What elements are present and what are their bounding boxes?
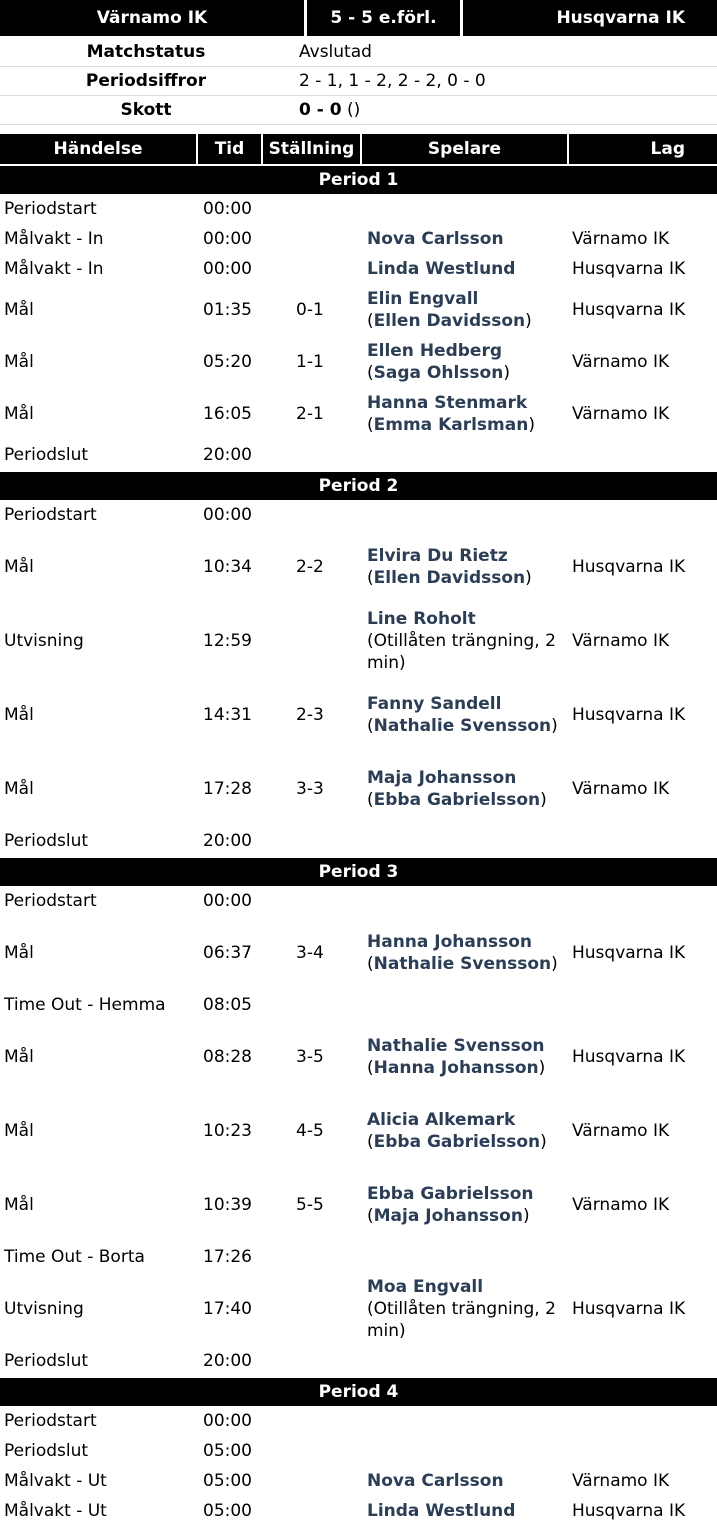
event-player <box>367 678 567 752</box>
event-team: Värnamo IK <box>572 352 670 372</box>
player-name[interactable]: Maja Johansson <box>367 768 517 788</box>
event-player <box>367 1406 567 1436</box>
event-time: 00:00 <box>203 229 252 249</box>
player-name[interactable]: Nathalie Svensson <box>373 954 552 974</box>
event-player <box>367 1272 567 1346</box>
col-score: Ställning <box>263 134 360 164</box>
event-team <box>572 440 717 470</box>
event-table-header <box>0 134 717 164</box>
period-header: Period 1 <box>0 166 717 194</box>
event-row <box>0 1466 717 1496</box>
player-name[interactable]: Maja Johansson <box>373 1206 523 1226</box>
event-score <box>296 440 356 470</box>
player-text <box>367 228 504 250</box>
event-player <box>367 530 567 604</box>
shots-extra: () <box>341 100 361 120</box>
event-team <box>572 1346 717 1376</box>
player-name[interactable]: Nova Carlsson <box>367 229 504 249</box>
player-name[interactable]: Ebba Gabrielsson <box>367 1184 534 1204</box>
event-team <box>572 194 717 224</box>
event-score: 3-4 <box>296 943 324 963</box>
event-table <box>0 134 717 1526</box>
event-row <box>0 1496 717 1526</box>
player-text <box>367 1276 567 1342</box>
match-info <box>0 38 717 125</box>
event-time: 00:00 <box>203 505 252 525</box>
event-row <box>0 826 717 856</box>
event-time: 12:59 <box>203 631 252 651</box>
event-player <box>367 440 567 470</box>
event-row <box>0 1406 717 1436</box>
player-note: ) <box>525 568 532 588</box>
player-name[interactable]: Saga Ohlsson <box>373 363 504 383</box>
away-team: Husqvarna IK <box>463 0 717 36</box>
event-type: Time Out - Hemma <box>4 995 166 1015</box>
player-name[interactable]: Linda Westlund <box>367 259 516 279</box>
event-score <box>296 1436 356 1466</box>
event-time: 00:00 <box>203 1411 252 1431</box>
event-row <box>0 500 717 530</box>
event-team <box>572 1242 717 1272</box>
player-name[interactable]: Nova Carlsson <box>367 1471 504 1491</box>
player-note: ( <box>367 790 374 810</box>
event-type: Målvakt - In <box>4 229 104 249</box>
event-score: 2-1 <box>296 404 324 424</box>
shots-value: 0 - 0 <box>299 100 342 120</box>
event-team: Värnamo IK <box>572 631 670 651</box>
event-type: Mål <box>4 779 34 799</box>
player-name[interactable]: Emma Karlsman <box>373 415 529 435</box>
event-row <box>0 388 717 440</box>
player-note: ( <box>367 716 374 736</box>
info-row <box>0 38 717 67</box>
event-type: Målvakt - In <box>4 259 104 279</box>
player-note: ) <box>540 1132 547 1152</box>
event-row <box>0 1020 717 1094</box>
event-type: Mål <box>4 1047 34 1067</box>
player-text <box>367 392 535 436</box>
event-time: 20:00 <box>203 445 252 465</box>
info-value <box>296 96 360 124</box>
event-score <box>296 254 356 284</box>
event-player <box>367 254 567 284</box>
event-time: 06:37 <box>203 943 252 963</box>
event-time: 10:23 <box>203 1121 252 1141</box>
event-type: Periodstart <box>4 891 97 911</box>
player-note: ( <box>367 568 374 588</box>
event-player <box>367 1094 567 1168</box>
event-type: Periodstart <box>4 1411 97 1431</box>
event-team: Husqvarna IK <box>572 557 686 577</box>
event-time: 20:00 <box>203 831 252 851</box>
event-score: 5-5 <box>296 1195 324 1215</box>
event-player <box>367 194 567 224</box>
event-player <box>367 1466 567 1496</box>
event-type: Mål <box>4 1121 34 1141</box>
player-text <box>367 340 510 384</box>
player-name[interactable]: Elin Engvall <box>367 289 479 309</box>
event-row <box>0 1168 717 1242</box>
event-row <box>0 916 717 990</box>
period-header: Period 3 <box>0 858 717 886</box>
period-header: Period 4 <box>0 1378 717 1406</box>
event-team: Husqvarna IK <box>572 259 686 279</box>
event-team <box>572 1406 717 1436</box>
event-score: 1-1 <box>296 352 324 372</box>
event-type: Periodstart <box>4 199 97 219</box>
event-player <box>367 886 567 916</box>
event-player <box>367 752 567 826</box>
event-type: Målvakt - Ut <box>4 1501 107 1521</box>
player-note: (Otillåten trängning, 2 min) <box>367 1299 556 1341</box>
player-text <box>367 545 532 589</box>
player-text <box>367 608 567 674</box>
event-score: 2-2 <box>296 557 324 577</box>
event-type: Mål <box>4 1195 34 1215</box>
info-label: Periodsiffror <box>85 71 207 91</box>
player-name[interactable]: Line Roholt <box>367 609 476 629</box>
player-note: ) <box>551 716 558 736</box>
event-player <box>367 1436 567 1466</box>
player-note: ) <box>551 954 558 974</box>
event-row <box>0 336 717 388</box>
event-score <box>296 194 356 224</box>
event-score <box>296 990 356 1020</box>
event-player <box>367 990 567 1020</box>
event-score <box>296 500 356 530</box>
event-time: 17:28 <box>203 779 252 799</box>
player-note: ) <box>525 311 532 331</box>
event-player <box>367 1346 567 1376</box>
event-score <box>296 224 356 254</box>
player-name[interactable]: Hanna Stenmark <box>367 393 528 413</box>
event-player <box>367 916 567 990</box>
event-team: Husqvarna IK <box>572 1299 686 1319</box>
event-row <box>0 604 717 678</box>
player-text <box>367 1183 534 1227</box>
event-type: Mål <box>4 705 34 725</box>
event-team <box>572 500 717 530</box>
info-row <box>0 96 717 125</box>
player-note: ( <box>367 954 374 974</box>
player-text <box>367 1109 547 1153</box>
event-type: Periodslut <box>4 831 89 851</box>
event-time: 10:34 <box>203 557 252 577</box>
event-score: 4-5 <box>296 1121 324 1141</box>
event-time: 05:00 <box>203 1501 252 1521</box>
player-note: ( <box>367 1132 374 1152</box>
event-score <box>296 604 356 678</box>
event-player <box>367 336 567 388</box>
event-score <box>296 1242 356 1272</box>
event-player <box>367 604 567 678</box>
player-note: ( <box>367 1058 374 1078</box>
event-time: 05:20 <box>203 352 252 372</box>
event-row <box>0 678 717 752</box>
event-time: 16:05 <box>203 404 252 424</box>
col-player: Spelare <box>362 134 567 164</box>
player-note: ( <box>367 415 374 435</box>
player-note: ( <box>367 1206 374 1226</box>
event-team: Värnamo IK <box>572 1195 670 1215</box>
event-type: Mål <box>4 557 34 577</box>
event-time: 00:00 <box>203 199 252 219</box>
event-player <box>367 500 567 530</box>
event-player <box>367 388 567 440</box>
player-text <box>367 1035 545 1079</box>
event-time: 10:39 <box>203 1195 252 1215</box>
event-player <box>367 1168 567 1242</box>
event-team: Värnamo IK <box>572 404 670 424</box>
player-name[interactable]: Ellen Hedberg <box>367 341 502 361</box>
event-player <box>367 826 567 856</box>
col-team: Lag <box>569 134 717 164</box>
event-time: 05:00 <box>203 1471 252 1491</box>
event-time: 17:26 <box>203 1247 252 1267</box>
event-row <box>0 194 717 224</box>
event-row <box>0 530 717 604</box>
player-text <box>367 931 558 975</box>
player-text <box>367 288 532 332</box>
player-text <box>367 1500 515 1522</box>
event-time: 08:28 <box>203 1047 252 1067</box>
event-player <box>367 1242 567 1272</box>
event-type: Mål <box>4 943 34 963</box>
player-note: ) <box>540 790 547 810</box>
info-label: Skott <box>120 100 172 120</box>
event-team <box>572 990 717 1020</box>
player-name[interactable]: Fanny Sandell <box>367 694 502 714</box>
info-value: 2 - 1, 1 - 2, 2 - 2, 0 - 0 <box>299 71 486 91</box>
event-score <box>296 1406 356 1436</box>
event-type: Mål <box>4 352 34 372</box>
event-type: Mål <box>4 300 34 320</box>
player-text <box>367 767 547 811</box>
event-type: Utvisning <box>4 1299 84 1319</box>
player-note: ) <box>528 415 535 435</box>
player-name[interactable]: Nathalie Svensson <box>367 1036 545 1056</box>
player-note: ( <box>367 363 374 383</box>
event-type: Periodslut <box>4 445 89 465</box>
event-row <box>0 752 717 826</box>
event-type: Utvisning <box>4 631 84 651</box>
event-time: 20:00 <box>203 1351 252 1371</box>
info-row <box>0 67 717 96</box>
event-type: Time Out - Borta <box>4 1247 145 1267</box>
event-row <box>0 440 717 470</box>
event-row <box>0 1242 717 1272</box>
player-note: ) <box>503 363 510 383</box>
event-player <box>367 1020 567 1094</box>
event-score: 3-3 <box>296 779 324 799</box>
event-score <box>296 826 356 856</box>
event-score <box>296 886 356 916</box>
player-name[interactable]: Ebba Gabrielsson <box>373 1132 541 1152</box>
event-team: Värnamo IK <box>572 1121 670 1141</box>
event-team: Värnamo IK <box>572 1471 670 1491</box>
event-score <box>296 1466 356 1496</box>
event-score <box>296 1346 356 1376</box>
event-team <box>572 1436 717 1466</box>
player-name[interactable]: Nathalie Svensson <box>373 716 552 736</box>
player-note: ) <box>538 1058 546 1078</box>
event-player <box>367 284 567 336</box>
player-name[interactable]: Ebba Gabrielsson <box>373 790 541 810</box>
final-score: 5 - 5 e.förl. <box>307 0 460 36</box>
event-row <box>0 886 717 916</box>
event-time: 14:31 <box>203 705 252 725</box>
player-note: ( <box>367 311 374 331</box>
player-name[interactable]: Alicia Alkemark <box>367 1110 516 1130</box>
event-time: 05:00 <box>203 1441 252 1461</box>
event-team: Husqvarna IK <box>572 943 686 963</box>
player-name[interactable]: Hanna Johansson <box>373 1058 539 1078</box>
event-row <box>0 284 717 336</box>
event-type: Periodslut <box>4 1351 89 1371</box>
event-row <box>0 1346 717 1376</box>
event-team <box>572 826 717 856</box>
player-name[interactable]: Linda Westlund <box>367 1501 516 1521</box>
event-score: 0-1 <box>296 300 324 320</box>
col-time: Tid <box>198 134 261 164</box>
player-name[interactable]: Moa Engvall <box>367 1277 484 1297</box>
event-row <box>0 254 717 284</box>
event-type: Periodstart <box>4 505 97 525</box>
event-team: Husqvarna IK <box>572 1501 686 1521</box>
event-time: 08:05 <box>203 995 252 1015</box>
event-team: Värnamo IK <box>572 229 670 249</box>
event-row <box>0 224 717 254</box>
event-team: Husqvarna IK <box>572 1047 686 1067</box>
event-time: 00:00 <box>203 259 252 279</box>
event-player <box>367 224 567 254</box>
event-team: Husqvarna IK <box>572 300 686 320</box>
event-time: 17:40 <box>203 1299 252 1319</box>
event-score: 3-5 <box>296 1047 324 1067</box>
event-time: 01:35 <box>203 300 252 320</box>
player-note: ) <box>522 1206 530 1226</box>
player-text <box>367 258 515 280</box>
event-score: 2-3 <box>296 705 324 725</box>
event-type: Målvakt - Ut <box>4 1471 107 1491</box>
player-name[interactable]: Ellen Davidsson <box>373 311 526 331</box>
event-team: Värnamo IK <box>572 779 670 799</box>
event-player <box>367 1496 567 1526</box>
player-note: (Otillåten trängning, 2 min) <box>367 631 556 673</box>
event-score <box>296 1272 356 1346</box>
event-row <box>0 990 717 1020</box>
event-team: Husqvarna IK <box>572 705 686 725</box>
info-label: Matchstatus <box>86 42 206 62</box>
event-type: Mål <box>4 404 34 424</box>
player-name[interactable]: Elvira Du Rietz <box>367 546 508 566</box>
event-row <box>0 1272 717 1346</box>
period-header: Period 2 <box>0 472 717 500</box>
event-score <box>296 1496 356 1526</box>
event-team <box>572 886 717 916</box>
info-value: Avslutad <box>299 42 372 62</box>
event-time: 00:00 <box>203 891 252 911</box>
player-name[interactable]: Hanna Johansson <box>367 932 532 952</box>
match-header <box>0 0 717 36</box>
event-row <box>0 1094 717 1168</box>
player-text <box>367 693 558 737</box>
col-event: Händelse <box>0 134 196 164</box>
player-text <box>367 1470 504 1492</box>
event-type: Periodslut <box>4 1441 89 1461</box>
event-row <box>0 1436 717 1466</box>
player-name[interactable]: Ellen Davidsson <box>373 568 526 588</box>
home-team: Värnamo IK <box>0 0 304 36</box>
